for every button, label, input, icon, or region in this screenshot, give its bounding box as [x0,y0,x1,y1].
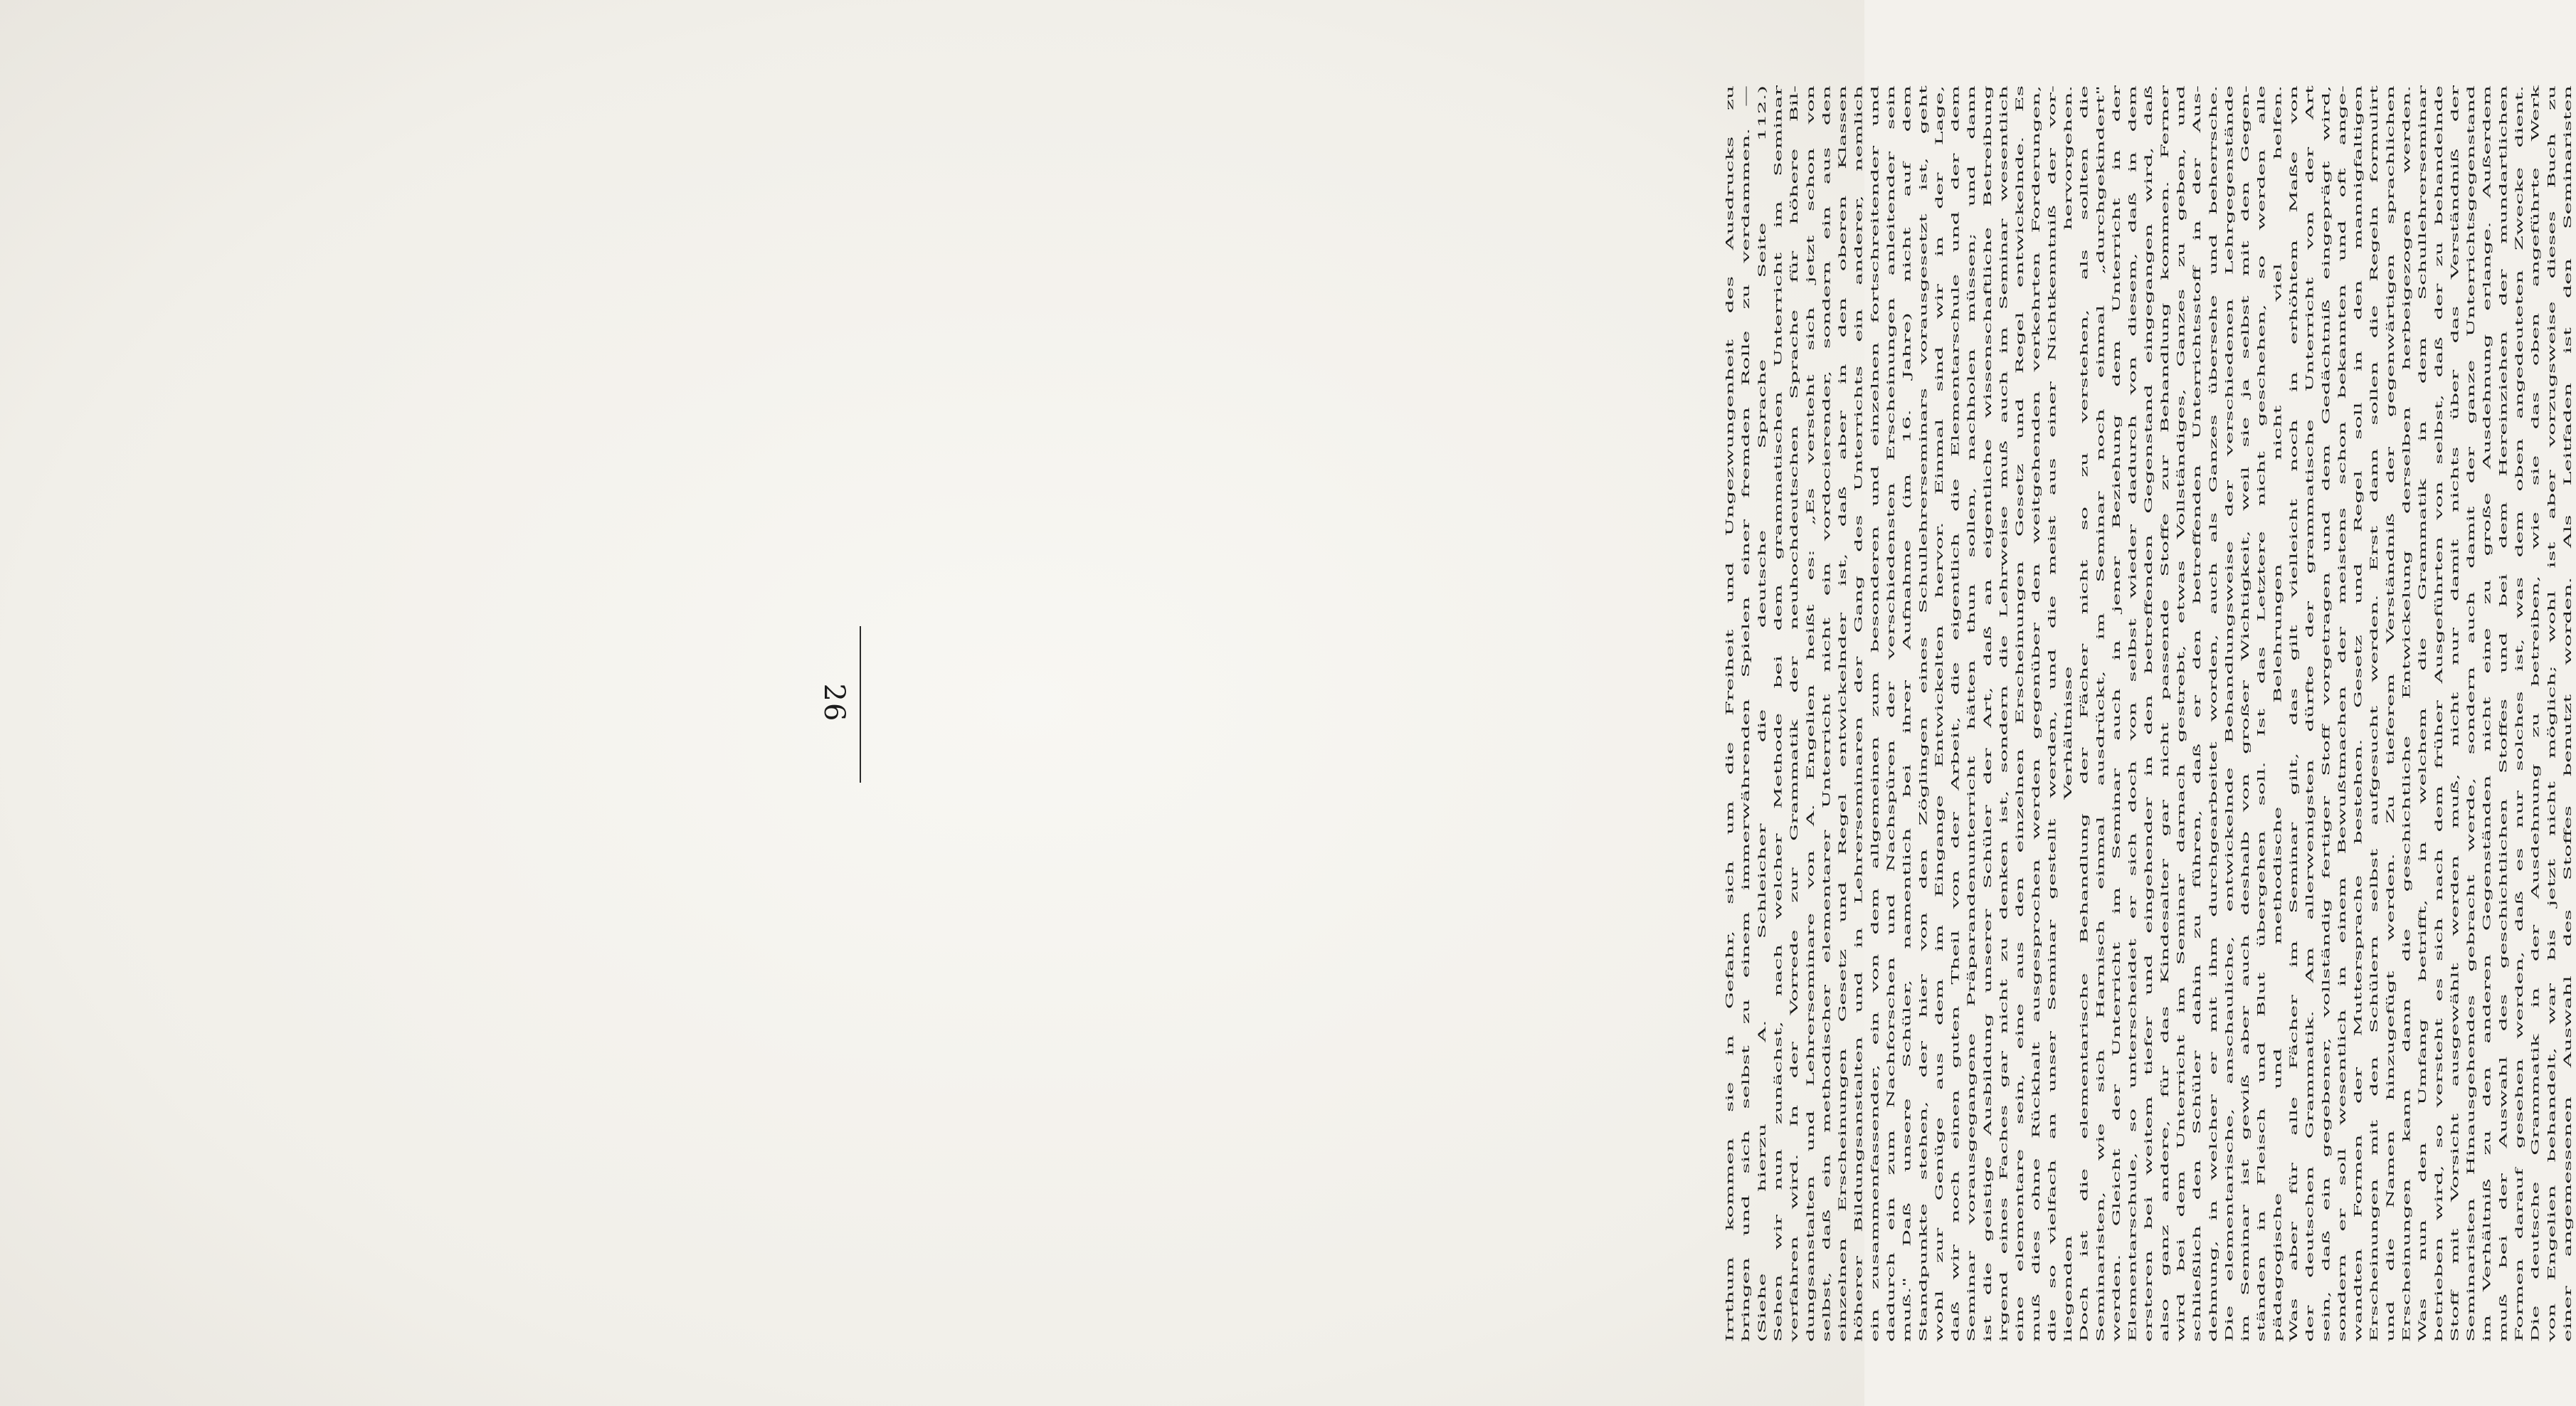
text-line: einer angemessenen Auswahl des Stoffes benutzt worden. Als Leitfaden ist den Seminaristen [2562,85,2574,1342]
text-line: wohl zur Genüge aus dem im Eingange Entwickelten hervor. Einmal sind wir in der Lage, [1933,85,1946,1342]
text-line: wird bei dem Unterricht im Seminar darnach gestrebt, etwas Vollständiges, Ganzes zu geben, und [2175,85,2187,1342]
text-line: werden. Gleicht der Unterricht im Seminar auch in jener Beziehung dem Unterricht in der [2111,85,2123,1342]
text-line: muß bei der Auswahl des geschichtlichen Stoffes und bei dem Hereinziehen der mundartlichen [2497,85,2510,1342]
text-line: höherer Bildungsanstalten und in Lehrerseminaren der Gang des Unterrichts ein anderer, nemlich [1852,85,1865,1342]
text-line: schließlich den Schüler dahin zu führen, daß er den betreffenden Unterrichtsstoff in der Aus- [2191,85,2203,1342]
page-number: 26 [818,683,850,723]
text-line: Irrthum kommen sie in Gefahr, sich um die Freiheit und Ungezwungenheit des Ausdrucks zu [1724,85,1736,1342]
text-line: und die Namen hinzugefügt werden. Zu tieferem Verständniß der gegenwärtigen sprachlichen [2385,85,2397,1342]
text-line: ersteren bei weitem tiefer und eingehender in den betreffenden Gegenstand eingegangen wird, daß [2143,85,2155,1342]
text-line: daß wir noch einen guten Theil von der Arbeit, die eigentlich die Elementarschule und der dem [1949,85,1962,1342]
text-line: dehnung, in welcher er mit ihm durchgearbeitet worden, auch als Ganzes übersehe und beherrsche. [2207,85,2219,1342]
text-line: der deutschen Grammatik. Am allerwenigsten dürfte der grammatische Unterricht von der Art [2303,85,2316,1342]
text-line: im Verhältniß zu den anderen Gegenständen nicht eine zu große Ausdehnung erlange. Außerdem [2481,85,2493,1342]
text-line: muß dies ohne Rückhalt ausgesprochen werden gegenüber den weitgehenden verkehrten Forderungen, [2030,85,2042,1342]
text-line: Sehen wir nun zunächst, nach welcher Methode bei dem grammatischen Unterricht im Seminar [1772,85,1785,1342]
text-line: Erscheinungen mit den Schülern selbst aufgesucht werden. Erst dann sollen die Regeln formulirt [2368,85,2381,1342]
text-line: bringen und sich selbst zu einem immerwährenden Spielen einer fremden Rolle zu verdammen. — [1740,85,1752,1342]
text-line: Was aber für alle Fächer im Seminar gilt, das gilt vielleicht noch in erhöhtem Maße von [2288,85,2300,1342]
text-line: Die elementarische, anschauliche, entwickelnde Behandlungsweise der verschiedenen Lehrgegenstände [2223,85,2236,1342]
text-line: die so vielfach an unser Seminar gestellt werden, und die meist aus einer Nichtkenntniß der vor- [2046,85,2059,1342]
text-line: pädagogische und methodische Belehrungen nicht viel helfen. [2271,85,2284,1342]
text-line: sein, daß ein gegebener, vollständig fertiger Stoff vorgetragen und dem Gedächtniß eingeprägt wird, [2320,85,2333,1342]
text-line: (Siehe hierzu A. Schleicher die deutsche Sprache Seite 112.) [1756,85,1768,1342]
text-line: Stoff mit Vorsicht ausgewählt werden muß, nicht nur damit nichts über das Verständniß der [2449,85,2461,1342]
text-line: Erscheinungen kann dann die geschichtliche Entwickelung derselben herbeigezogen werden. [2400,85,2413,1342]
text-line: Was nun den Umfang betrifft, in welchem die Grammatik in dem Schullehrerseminar [2417,85,2429,1342]
text-line: Seminar vorausgegangene Präparandenunterricht hätten thun sollen, nachholen müssen; und dann [1965,85,1978,1342]
text-line: irgend eines Faches gar nicht zu denken ist, sondern die Lehrweise muß auch im Seminar wesentlich [1997,85,2010,1342]
text-line: ist die geistige Ausbildung unserer Schüler der Art, daß an eigentliche wissenschaftliche Betreibung [1982,85,1994,1342]
page-number-rule [860,626,861,783]
text-line: dadurch ein zum Nachforschen und Nachspüren der verschiedensten Erscheinungen anleitender sein [1885,85,1897,1342]
text-line: ein zusammenfassender, ein von dem allgemeinen zum besonderen und einzelnen fortschreitender und [1869,85,1881,1342]
text-line: sondern er soll wesentlich in einem Bewußtmachen der meistens schon bekannten und oft ange- [2336,85,2348,1342]
text-line: muß." Daß unsere Schüler, namentlich bei ihrer Aufnahme (im 16. Jahre) nicht auf dem [1901,85,1913,1342]
text-line: wandten Formen der Muttersprache bestehen. Gesetz und Regel soll in den mannigfaltigen [2352,85,2365,1342]
text-line: Die deutsche Grammatik in der Ausdehnung zu betreiben, wie sie das oben angeführte Werk [2529,85,2542,1342]
body-text [1722,85,2574,1342]
text-line: Doch ist die elementarische Behandlung der Fächer nicht so zu verstehen, als sollten die [2078,85,2091,1342]
text-line: Seminaristen Hinausgehendes gebracht werde, sondern auch damit der ganze Unterrichtsgegenstand [2465,85,2477,1342]
text-line: Seminaristen, wie sich Harnisch einmal ausdrückt, im Seminar noch einmal „durchgekindert" [2094,85,2107,1342]
text-line: Formen darauf gesehen werden, daß es nur solches ist, was dem oben angedeuteten Zwecke dient. [2513,85,2525,1342]
text-line: dungsanstalten und Lehrerseminare von A. Engelien heißt es: „Es versteht sich jetzt schon von [1805,85,1817,1342]
text-line: betrieben wird, so versteht es sich nach dem früher Ausgeführten von selbst, daß der zu behandelnde [2433,85,2445,1342]
text-line: liegenden Verhältnisse hervorgehen. [2062,85,2074,1342]
text-line: Elementarschule, so unterscheidet er sich doch von selbst wieder dadurch von diesem, daß in dem [2126,85,2139,1342]
text-line: selbst, daß ein methodischer elementarer Unterricht nicht ein vordocierender, sondern ein aus den [1820,85,1833,1342]
text-line: von Engelien behandelt, war bis jetzt nicht möglich; wohl ist aber vorzugsweise dieses Buch zu [2545,85,2558,1342]
text-line: also ganz andere, für das Kindesalter gar nicht passende Stoffe zur Behandlung kommen. Ferner [2159,85,2171,1342]
text-line: eine elementare sein, eine aus den einzelnen Erscheinungen Gesetz und Regel entwickelnde. Es [2014,85,2026,1342]
text-line: einzelnen Erscheinungen Gesetz und Regel entwickelnder ist, daß aber in den oberen Klassen [1837,85,1849,1342]
text-line: ständen in Fleisch und Blut übergehen soll. Ist das Letztere nicht geschehen, so werden alle [2256,85,2268,1342]
text-line: im Seminar ist gewiß aber auch deshalb von großer Wichtigkeit, weil sie ja selbst mit den Gegen- [2239,85,2252,1342]
text-line: verfahren wird. In der Vorrede zur Grammatik der neuhochdeutschen Sprache für höhere Bil- [1788,85,1800,1342]
text-line: Standpunkte stehen, der hier von den Zöglingen eines Schullehrerseminars vorausgesetzt ist, geht [1917,85,1930,1342]
